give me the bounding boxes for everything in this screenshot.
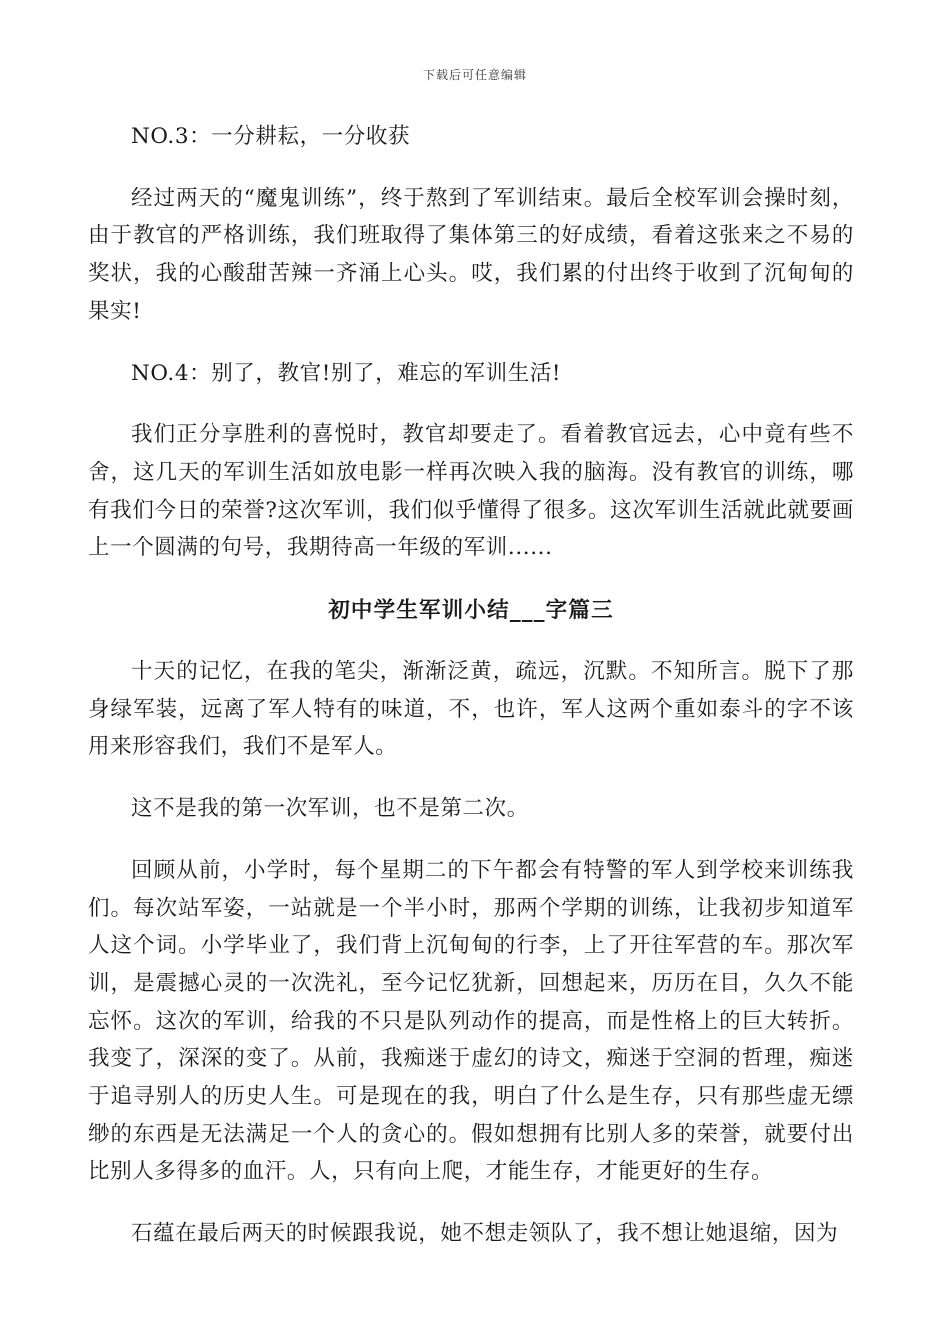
section-title: 初中学生军训小结___字篇三 (328, 598, 614, 624)
header-note: 下载后可任意编辑 (422, 68, 527, 82)
paragraph: 回顾从前，小学时，每个星期二的下午都会有特警的军人到学校来训练我们。每次站军姿，一站就是一个半小时，那两个学期的训练，让我初步知道军人这个词。小学毕业了，我们背上沉甸甸的行李，上了开往军营的车。那次军训，是震撼心灵的一次洗礼，至今记忆犹新，回想起来，历历在目，久久不能忘怀。这次的军训，给我的不只是队列动作的提高，而是性格上的巨大转折。我变了，深深的变了。从前，我痴迷于虚幻的诗文，痴迷于空洞的哲理，痴迷于追寻别人的历史人生。可是现在的我，明白了什么是生存，只有那些虚无缥缈的东西是无法满足一个人的贪心的。假如想拥有比别人多的荣誉，就要付出比别人多得多的血汗。人，只有向上爬，才能生存，才能更好的生存。 (88, 857, 854, 1185)
paragraph: 十天的记忆，在我的笔尖，渐渐泛黄，疏远，沉默。不知所言。脱下了那身绿军装，远离了军人特有的味道，不，也许，军人这两个重如泰斗的字不该用来形容我们，我们不是军人。 (88, 659, 854, 760)
paragraph: 这不是我的第一次军训，也不是第二次。 (131, 796, 529, 822)
document-body (88, 118, 854, 1277)
paragraph: 我们正分享胜利的喜悦时，教官却要走了。看着教官远去，心中竟有些不舍，这几天的军训生活如放电影一样再次映入我的脑海。没有教官的训练，哪有我们今日的荣誉?这次军训，我们似乎懂得了很多。这次军训生活就此就要画上一个圆满的句号，我期待高一年级的军训...... (88, 422, 854, 561)
paragraph: 石蕴在最后两天的时候跟我说，她不想走领队了，我不想让她退缩，因为 (131, 1221, 839, 1247)
paragraph: 经过两天的“魔鬼训练”，终于熬到了军训结束。最后全校军训会操时刻，由于教官的严格训练，我们班取得了集体第三的好成绩，看着这张来之不易的奖状，我的心酸甜苦辣一齐涌上心头。哎，我们累的付出终于收到了沉甸甸的果实! (88, 185, 854, 324)
paragraph-heading-no3: NO.3：一分耕耘，一分收获 (131, 124, 411, 149)
paragraph-heading-no4: NO.4：别了，教官!别了，难忘的军训生活! (131, 360, 562, 386)
